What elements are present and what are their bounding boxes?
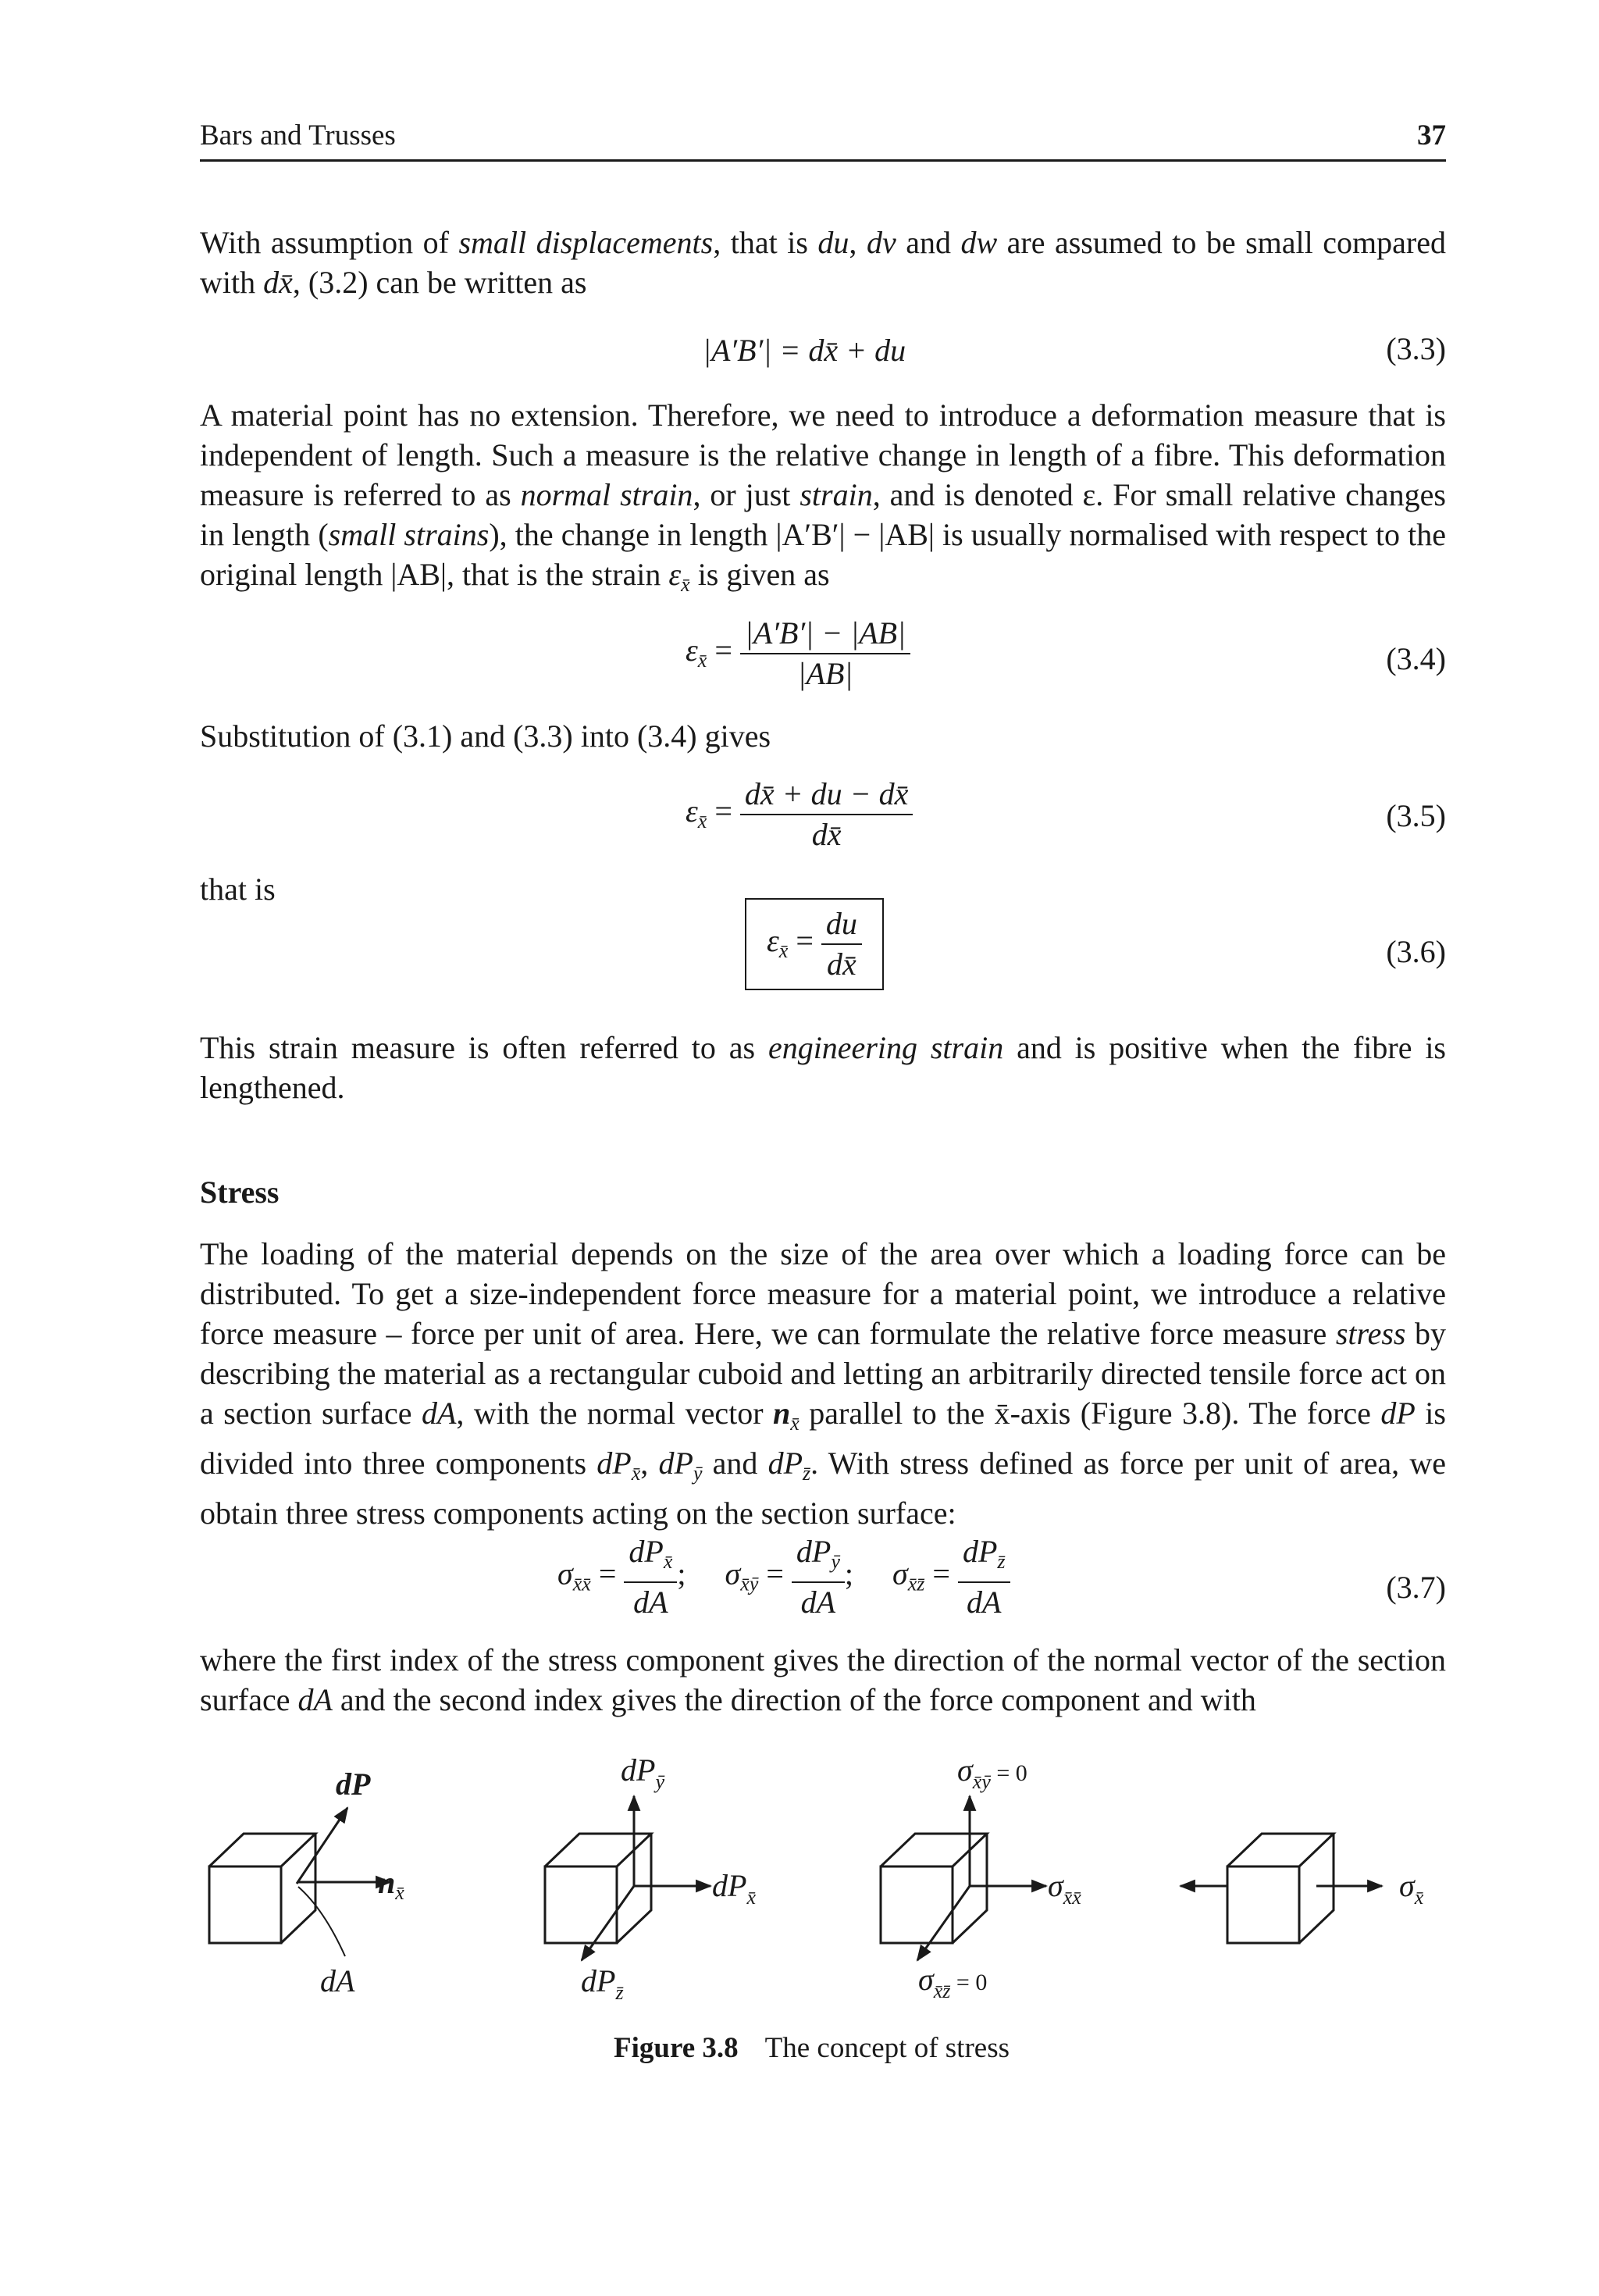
equation-3-6-boxed: $\varepsilon_{x̄}$ = $\frac{du}{dx̄}$ [745, 898, 884, 990]
figure-caption-text: The concept of stress [764, 2032, 1010, 2064]
intro-paragraph: With assumption of small displacements, that is du, dv and dw are assumed to be small compared with dx̄, (3.2) can be written as [200, 225, 1446, 300]
cube-panel-4 [1227, 1834, 1334, 1943]
equation-number-3-5: (3.5) [1386, 798, 1446, 833]
dA-leader-line [298, 1887, 345, 1956]
section-heading-stress: Stress [200, 1175, 280, 1210]
label-dPx: $dP_{x̄}$ [712, 1868, 756, 1909]
equation-3-5: $\varepsilon_{x̄}$ = $\frac{dx̄ + du - dx̄}{dx̄}$ [686, 775, 913, 854]
equation-3-7: $\sigma_{x̄x̄}$ = $\frac{dP_{x̄}}{dA}$ ; $\sigma_{x̄ȳ}$ = $\frac{dP_ȳ}{dA}$ ; $\sigma_{x̄z̄}$ = $\frac{dP_{z̄}}{dA}$ [557, 1532, 1010, 1622]
equation-number-3-3: (3.3) [1386, 331, 1446, 366]
label-sigma-x: $\sigma_{x̄}$ [1399, 1868, 1424, 1909]
label-dA: dA [320, 1963, 355, 1998]
figure-caption-label: Figure 3.8 [614, 2032, 739, 2064]
figure-caption [614, 2031, 1010, 2065]
engineering-strain-paragraph: This strain measure is often referred to as engineering strain and is positive when the fibre is lengthened. [200, 1030, 1446, 1105]
equation-number-3-7: (3.7) [1386, 1570, 1446, 1605]
equation-number-3-4: (3.4) [1386, 641, 1446, 676]
label-dPy: $dP_ȳ$ [621, 1752, 664, 1793]
page-number: 37 [1417, 119, 1446, 152]
sigma-xz-arrow [917, 1886, 970, 1960]
equation-3-4: $\varepsilon_{x̄}$ = $\frac{|A'B'| - |AB|}{|AB|}$ [686, 614, 910, 693]
stress-paragraph: The loading of the material depends on the size of the area over which a loading force can be distributed. To get a size-independent force measure for a material point, we introduce a relative force measure – force per unit of area. Here, we can formulate the relative force measure stress by describing the material as a rectangular cuboid and letting an arbitrarily directed tensile force act on a section surface dA, with the normal vector $n_{x̄}$ parallel to the x̄-axis (Figure 3.8). The force dP is divided into three components $dP_{x̄}$, $dP_ȳ$ and $dP_{z̄}$. With stress defined as force per unit of area, we obtain three stress components acting on the section surface: [200, 1236, 1446, 1531]
cube-panel-2 [545, 1834, 651, 1943]
page-header [200, 119, 1446, 162]
equation-3-3: |A′B′| = dx̄ + du [703, 333, 906, 368]
substitution-text: Substitution of (3.1) and (3.3) into (3.4) gives [200, 718, 771, 754]
label-sigma-xz: $\sigma_{x̄z̄}$ $^{= 0}$ [918, 1962, 988, 2002]
strain-paragraph: A material point has no extension. Therefore, we need to introduce a deformation measure that is independent of length. Such a measure is the relative change in length of a fibre. This deformation measure is referred to as normal strain, or just strain, and is denoted ε. For small relative changes in length (small strains), the change in length |A′B′| − |AB| is usually normalised with respect to the original length |AB|, that is the strain $\varepsilon_{x̄}$ is given as [200, 398, 1446, 596]
index-explanation-paragraph: where the first index of the stress component gives the direction of the normal vector of the section surface dA and the second index gives the direction of the force component and with [200, 1642, 1446, 1717]
label-sigma-xy: $\sigma_{x̄ȳ}$ $^{= 0}$ [957, 1752, 1027, 1793]
label-n-x: $n_{x̄}$ [378, 1865, 404, 1904]
equation-number-3-6: (3.6) [1386, 934, 1446, 969]
that-is-text: that is [200, 872, 276, 907]
running-title: Bars and Trusses [200, 119, 396, 152]
figure-3-8-stress-concept [0, 1734, 1599, 2015]
label-sigma-xx: $\sigma_{x̄x̄}$ [1048, 1868, 1081, 1909]
label-dPz: $dP_{z̄}$ [581, 1963, 624, 2004]
dPz-arrow [582, 1886, 634, 1960]
cube-panel-3 [881, 1834, 987, 1943]
label-dP: dP [336, 1767, 371, 1802]
